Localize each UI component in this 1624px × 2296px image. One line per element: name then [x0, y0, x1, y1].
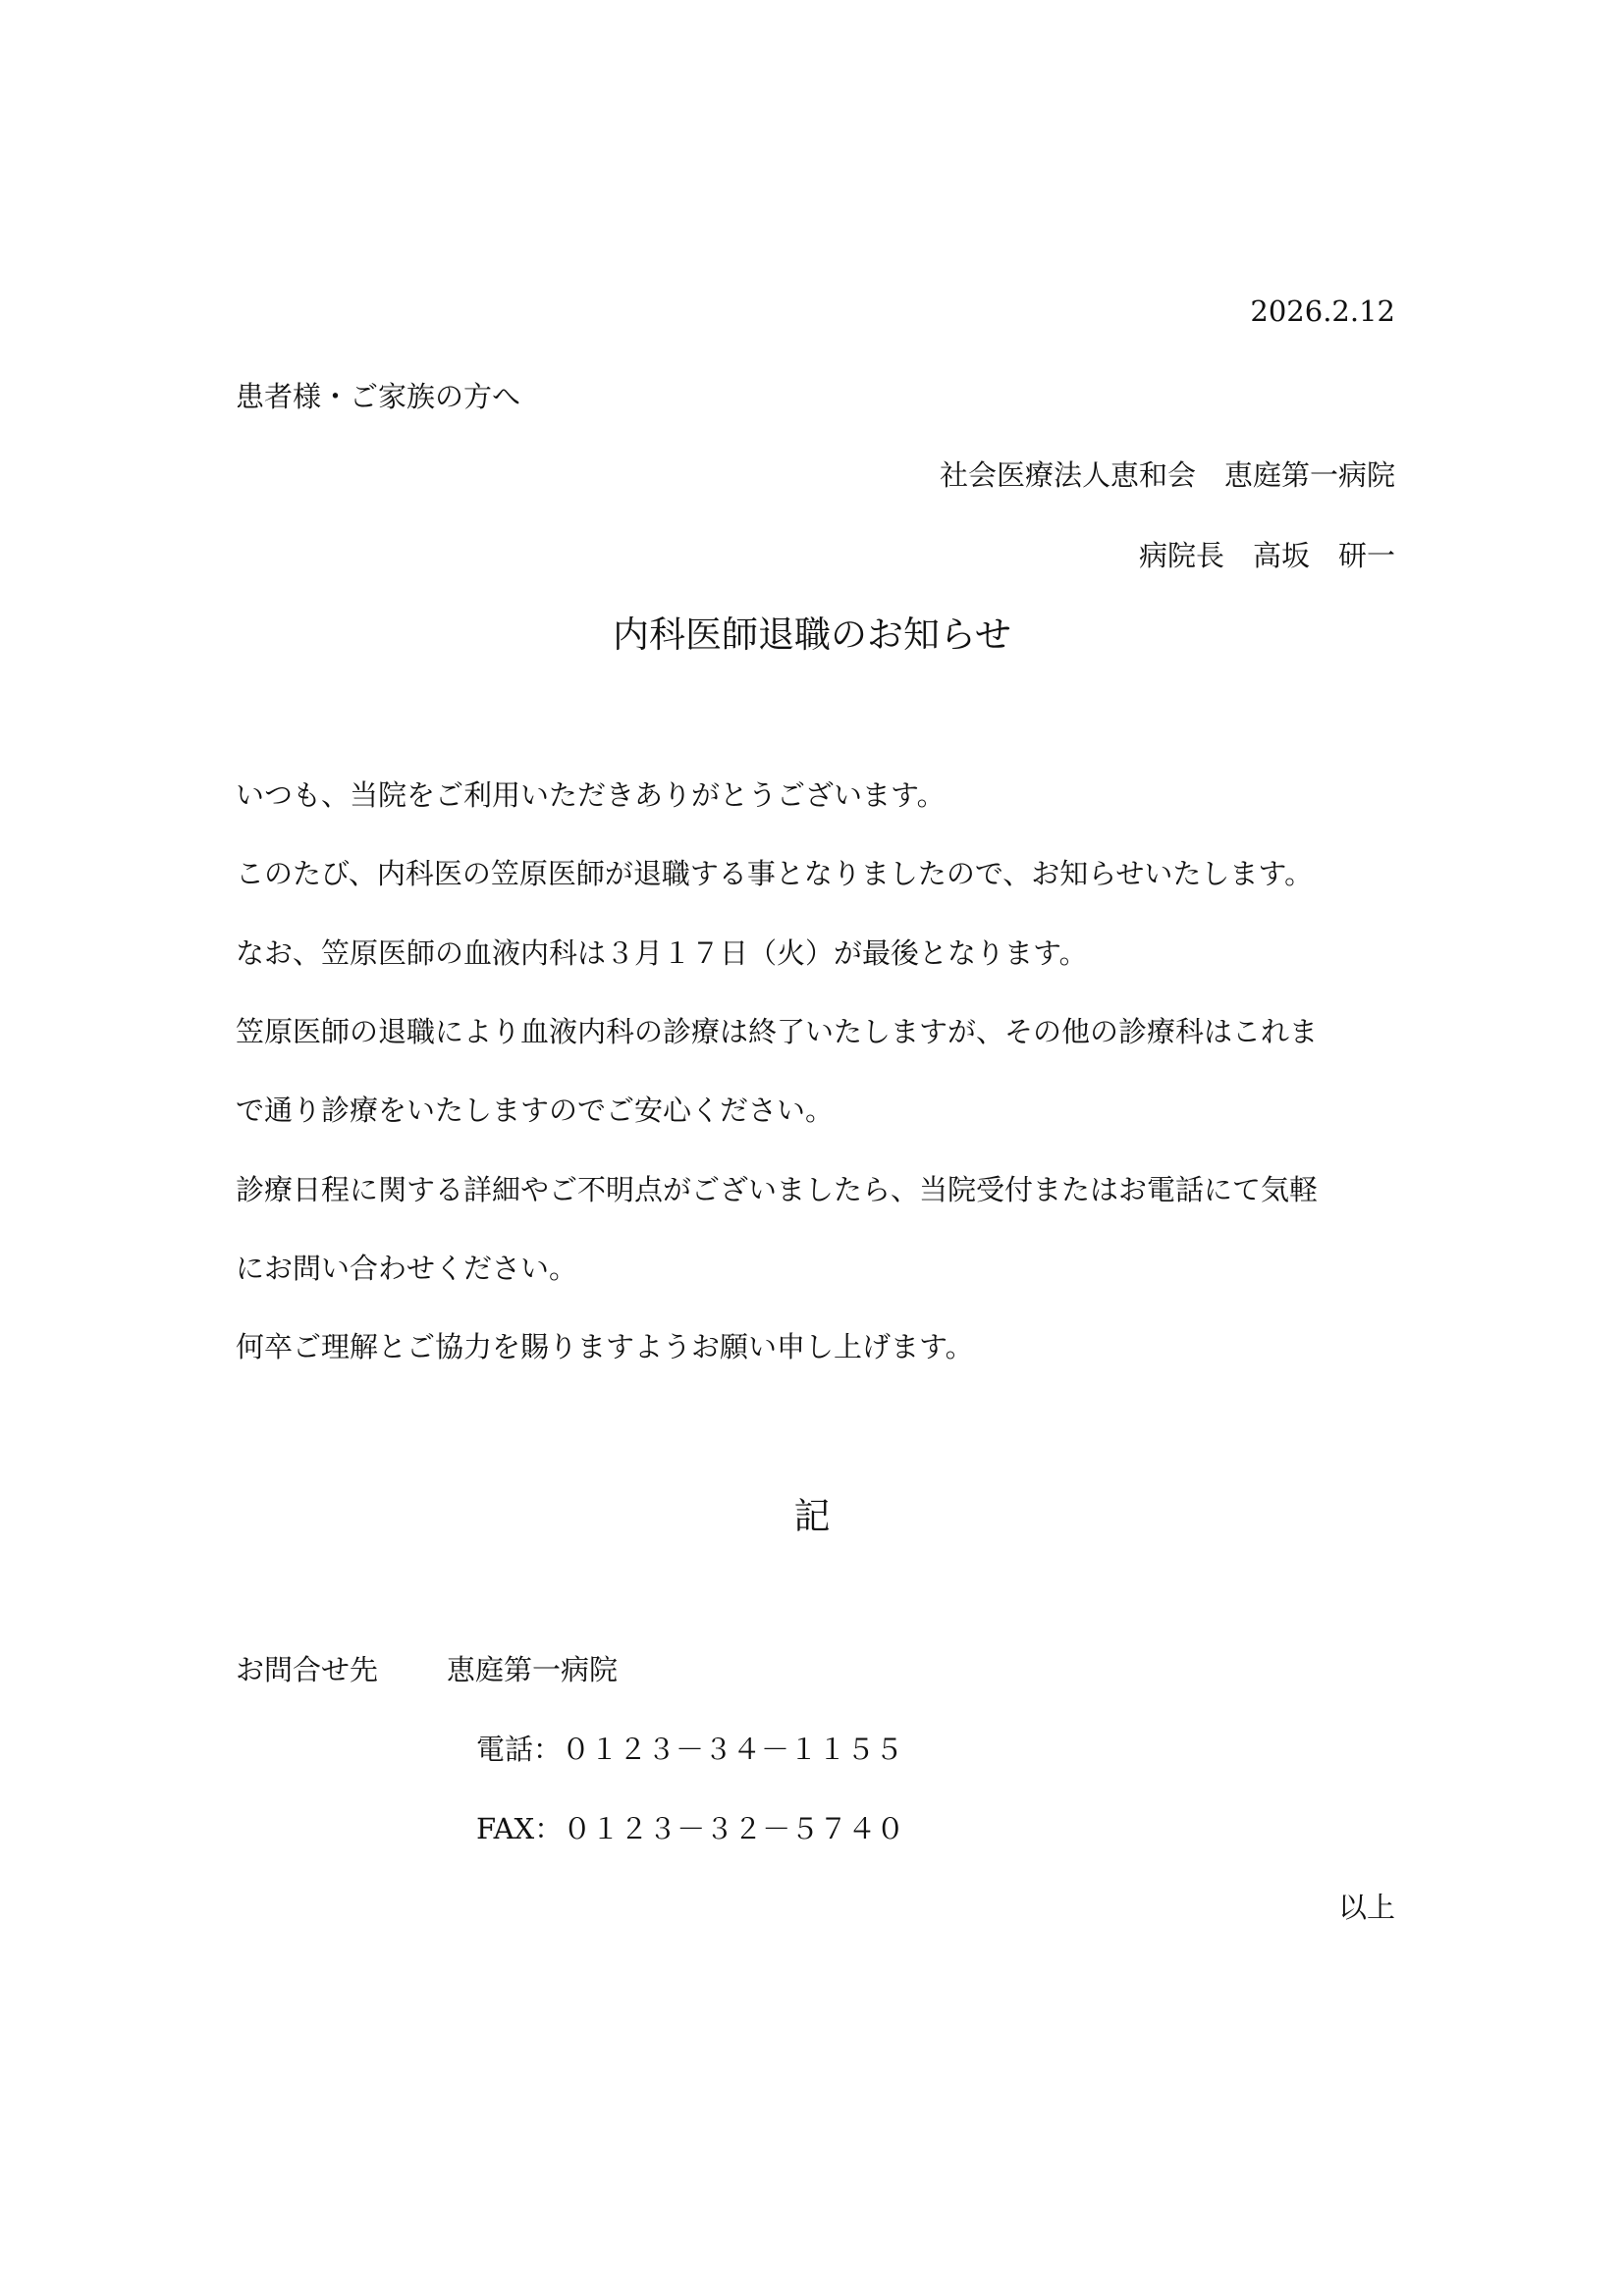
closing-text: 以上: [1337, 1891, 1395, 1924]
contact-phone: 電話：０１２３－３４－１１５５: [476, 1733, 904, 1766]
document-title: 内科医師退職のお知らせ: [613, 614, 1011, 656]
body-line: なお、笠原医師の血液内科は３月１７日（火）が最後となります。: [236, 936, 1088, 970]
recipient-line: 患者様・ご家族の方へ: [236, 380, 521, 413]
body-line: で通り診療をいたしますのでご安心ください。: [236, 1094, 835, 1127]
ki-heading: 記: [793, 1495, 831, 1537]
body-line: 診療日程に関する詳細やご不明点がございましたら、当院受付またはお電話にて気軽: [236, 1173, 1319, 1206]
body-line: いつも、当院をご利用いただきありがとうございます。: [236, 778, 946, 812]
contact-name: 恵庭第一病院: [447, 1653, 619, 1686]
sender-director: 病院長 高坂 研一: [1138, 539, 1395, 572]
body-line: にお問い合わせください。: [236, 1252, 578, 1285]
body-line: 何卒ご理解とご協力を賜りますようお願い申し上げます。: [236, 1330, 974, 1363]
contact-fax: FAX：０１２３－３２－５７４０: [476, 1812, 905, 1845]
sender-organization: 社会医療法人恵和会 恵庭第一病院: [939, 458, 1395, 492]
body-line: 笠原医師の退職により血液内科の診療は終了いたしますが、その他の診療科はこれま: [236, 1015, 1319, 1048]
contact-label: お問合せ先: [236, 1653, 379, 1686]
body-line: このたび、内科医の笠原医師が退職する事となりましたので、お知らせいたします。: [236, 857, 1314, 890]
document-date: 2026.2.12: [1250, 294, 1395, 328]
